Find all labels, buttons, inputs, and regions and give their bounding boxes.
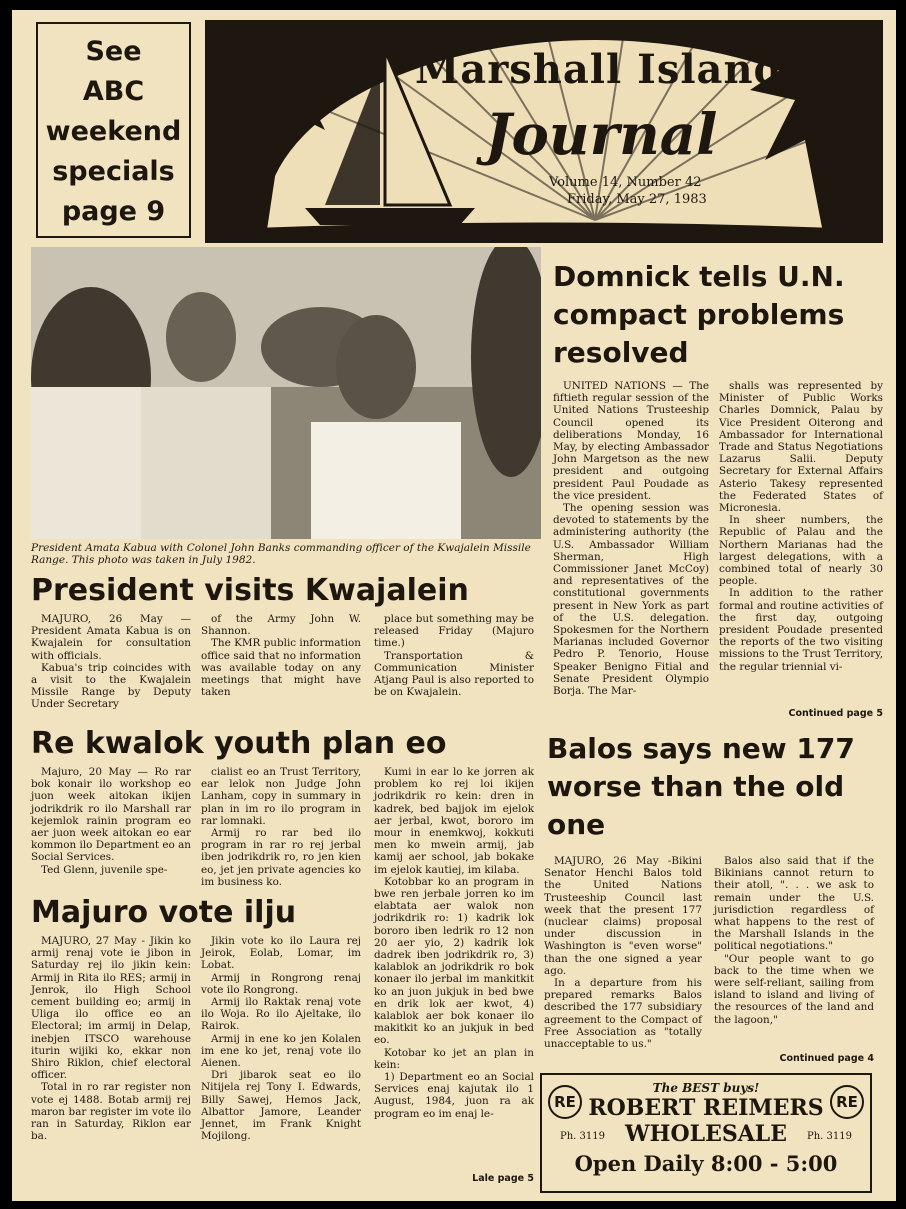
paragraph: Ted Glenn, juvenile spe- [41,863,168,876]
masthead [205,20,883,243]
paragraph: Kotobbar ko an program in bwe ren jerbale jorren ko im elabtata aer walok non jodrikdrik ro: 1) kadrik lok bororo iben ledrik ro 12 non 20 aer yio, 2) kadrik lok dadrek iben jodrikdrik ro, 3) kalablok an jodrikdrik ro bok konaer ilo jerbal im mankitkit ko an juon jukjuk in bed bwe en drik lok aer kwot, 4) kalablok aer bok konaer ilo makitkit ko an jukjuk in bed eo. [374,875,534,1047]
promo-line: page 9 [61,196,166,227]
balos-headline: Balos says new 177 worse than the old one [547,732,855,841]
promo-line: See [85,36,142,67]
youth-col-2 [201,766,361,888]
domnick-headline: Domnick tells U.N. compact problems resolved [553,260,845,369]
paragraph: UNITED NATIONS — The fiftieth regular session of the United Nations Trusteeship Council opened its deliberations Monday, 16 May, by electing Ambassador John Margetson as the new president and outgoing president Paul Poudade as the vice president. [553,380,709,502]
youth-col-3 [374,766,534,1120]
vote-col-2 [201,935,361,1142]
president-col-3 [374,613,534,698]
domnick-continued[interactable]: Continued page 5 [788,708,883,719]
paragraph: The KMR public information office said that no information was available today on any meetings that might have taken [201,637,361,699]
ad-company-name: ROBERT REIMERS [588,1095,824,1121]
youth-continued[interactable]: Lale page 5 [472,1173,534,1184]
photo-image [31,247,541,539]
paragraph: Armij in Rongrong renaj vote ilo Rongrong. [201,971,361,996]
masthead-title: Marshall Islands [415,46,807,93]
paragraph: "Our people want to go back to the time when we were self-reliant, sailing from island to island and living of the resources of the land and the lagoon," [714,952,874,1026]
ad-tagline: The BEST buys! [652,1081,760,1095]
paragraph: Kotobar ko jet an plan in kein: [374,1046,534,1071]
president-headline: President visits Kwajalein [31,573,469,608]
paragraph: Majuro, 20 May — Ro rar bok konair ilo workshop eo juon week aitokan ikijen jodrikdrik ro ilo Marshall rar kejemlok rainin program eo aer juon week aitokan eo ear kommon ilo Department eo an Social Services. [31,766,191,864]
paragraph: Kabua's trip coincides with a visit to the Kwajalein Missile Range by Deputy Under Secretary [31,661,191,711]
masthead-volume: Volume 14, Number 42 [549,175,702,190]
logo-letters: RE [836,1093,858,1111]
paragraph: MAJURO, 27 May - Jikin ko armij renaj vote ie jibon in Saturday rej ilo jikin kein: Armij in Rita ilo RES; armij in Jenrok, ilo High School cement building eo; armij in Uliga ilo office eo an Electoral; im armij in Delap, inebjen ITSCO warehouse iturin wijiki ko, ekkar non Shiro Riklon, chief electoral officer. [31,935,191,1082]
paragraph: 1) Department eo an Social Services enaj kajutak ilo 1 August, 1984, juon ra ak program eo im enaj le- [374,1071,534,1120]
domnick-col-2 [719,380,883,673]
paragraph: cialist eo an Trust Territory, ear lelok non Judge John Lanham, copy in summary in plan in im ro ilo program in rar lomnaki. [201,766,361,827]
photo-caption: President Amata Kabua with Colonel John Banks commanding officer of the Kwajalein Missile Range. This photo was taken in July 1982. [31,542,531,566]
paragraph: In sheer numbers, the Republic of Palau and the Northern Marianas had the largest delegations, with a combined total of nearly 30 people. [719,514,883,588]
domnick-col-1 [553,380,709,697]
ad-hours: Open Daily 8:00 - 5:00 [574,1151,838,1176]
paragraph: In a departure from his prepared remarks Balos described the 177 subsidiary agreement to the Compact of Free Association as "totally unacceptable to us." [544,977,702,1051]
logo-letters: RE [554,1093,576,1111]
balos-continued[interactable]: Continued page 4 [779,1053,874,1064]
president-col-1 [31,613,191,711]
balos-col-2 [714,855,874,1026]
newspaper-page [12,10,896,1201]
masthead-subtitle: Journal [485,102,718,168]
news-photo [31,247,541,539]
paragraph: of the Army John W. Shannon. [201,613,361,638]
paragraph: The opening session was devoted to statements by the administering authority (the U.S. Ambassador William Sherman, High Commissioner Janet McCoy) and representatives of the constitutional governments present in New York as part of the U.S. delegation. Spokesmen for the Northern Marianas included Governor Pedro P. Tenorio, House Speaker Benigno Fitial and Senate President Olympio Borja. The Mar- [553,502,709,698]
vote-col-1 [31,935,191,1142]
paragraph: Armij ro rar bed ilo program in rar ro rej jerbal iben jodrikdrik ro, ro jen kien eo, jet jen private agencies ko im business ko. [201,827,361,888]
paragraph: MAJURO, 26 May —President Amata Kabua is on Kwajalein for consultation with officials. [31,613,191,662]
promo-box [36,22,191,238]
paragraph: place but something may be released Friday (Majuro time.) [374,613,534,650]
paragraph: Armij ilo Raktak renaj vote ilo Woja. Ro ilo Ajeltake, ilo Rairok. [201,996,361,1033]
ad-phone-left: Ph. 3119 [560,1131,605,1142]
paragraph: Total in ro rar register non vote ej 1488. Botab armij rej maron bar register im vote ilo ran in Saturday, Riklon ear ba. [31,1081,191,1143]
ad-phone-right: Ph. 3119 [807,1131,852,1142]
paragraph: Dri jibarok seat eo ilo Nitijela rej Tony I. Edwards, Billy Sawej, Hemos Jack, Albattor Jamore, Leander Jennet, im Frank Knight Mojilong. [201,1069,361,1143]
paragraph: Kumi in ear lo ke jorren ak problem ko rej loi ikijen jodrikdrik ro kein: dren in kadrek, bed bajjok im ejelok aer jerbal, kwot, bororo im mour in enemkwoj, kokkuti men ko mwein armij, jab kamij aer school, jab bokake im ejelok kautiej, im kilaba. [374,766,534,876]
promo-line: ABC [82,76,145,107]
paragraph: shalls was represented by Minister of Public Works Charles Domnick, Palau by Vice President Oiterong and Ambassador for International Trade and Status Negotiations Lazarus Salii. Deputy Secretary for External Affairs Asterio Takesy represented the Federated States of Micronesia. [719,380,883,515]
paragraph: Jikin vote ko ilo Laura rej Jeirok, Eolab, Lomar, im Lobat. [201,935,361,972]
reimers-logo-icon [830,1085,864,1119]
youth-headline: Re kwalok youth plan eo [31,726,447,761]
president-col-2 [201,613,361,698]
promo-line: weekend [45,116,182,147]
balos-col-1 [544,855,702,1050]
ad-phone-row [542,1121,870,1149]
ad-kind: WHOLESALE [624,1121,788,1147]
reimers-advertisement [540,1073,872,1193]
promo-line: specials [52,156,175,187]
paragraph: Transportation & Communication Minister Atjang Paul is also reported to be on Kwajalein. [374,649,534,699]
paragraph: Balos also said that if the Bikinians cannot return to their atoll, ". . . we ask to remain under the U.S. jurisdiction regardless of what happens to the rest of the Marshall Islands in the political negotiations." [714,855,874,953]
masthead-date: Friday, May 27, 1983 [567,192,707,207]
vote-headline: Majuro vote ilju [31,895,297,930]
youth-col-1 [31,766,191,876]
paragraph: Armij in ene ko jen Kolalen im ene ko jet, renaj vote ilo Aienen. [201,1032,361,1070]
paragraph: In addition to the rather formal and routine activities of the first day, outgoing president Poudade presented the reports of the two visiting missions to the Trust Territory, the regular triennial vi- [719,587,883,673]
masthead-price: 25¢ [821,114,857,134]
paragraph: MAJURO, 26 May -Bikini Senator Henchi Balos told the United Nations Trusteeship Council last week that the present 177 (nuclear claims) proposal under discussion in Washington is "even worse" than the one signed a year ago. [544,855,702,977]
reimers-logo-icon [548,1085,582,1119]
